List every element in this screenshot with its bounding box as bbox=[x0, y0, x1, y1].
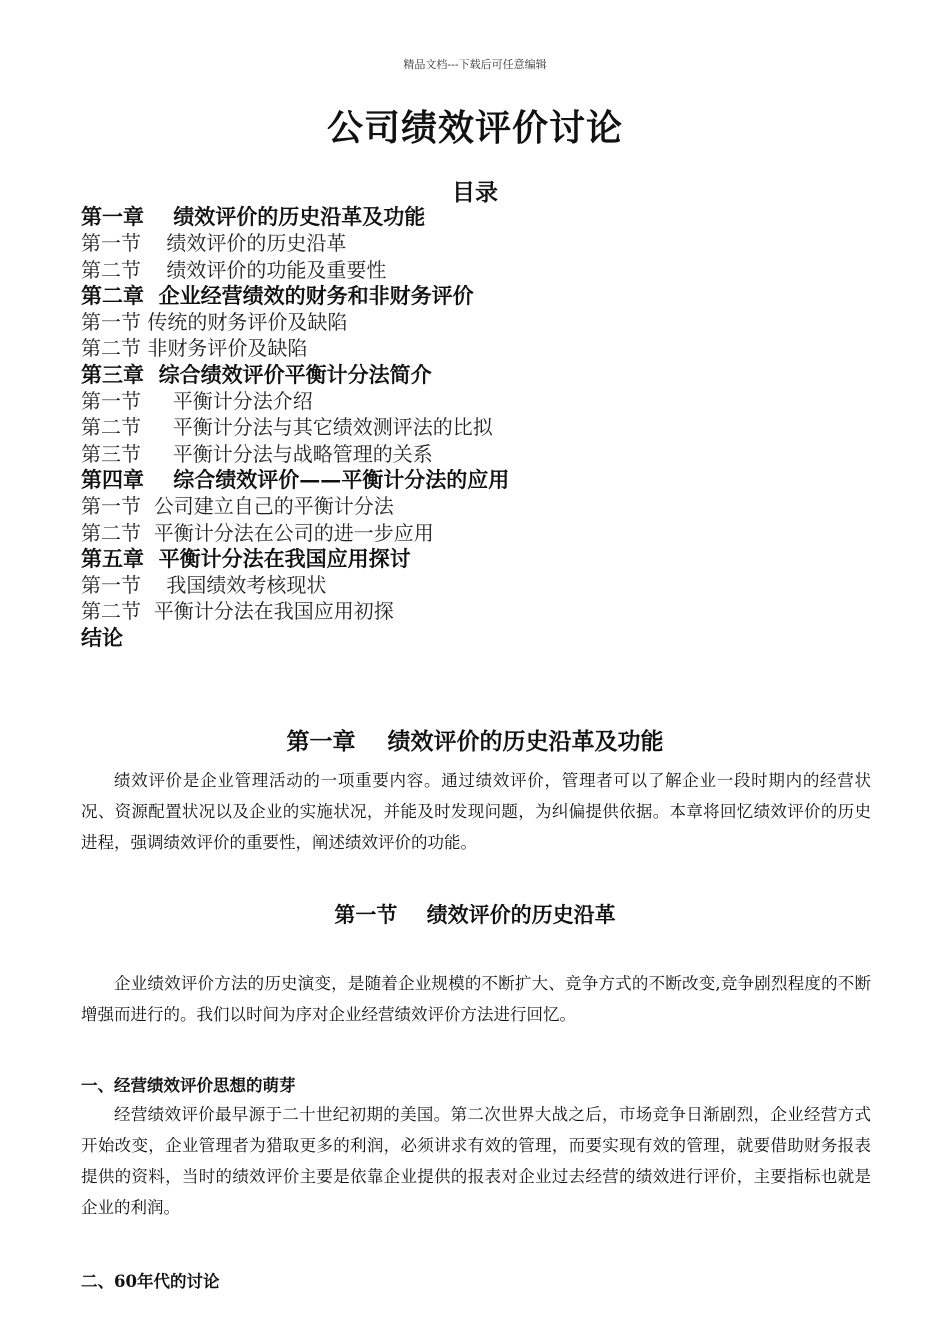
toc-section-entry: 第二节 非财务评价及缺陷 bbox=[81, 336, 308, 361]
page-header: 精品文档---下载后可任意编辑 bbox=[403, 58, 547, 71]
toc-chapter-entry: 第三章 综合绩效评价平衡计分法简介 bbox=[81, 361, 432, 387]
section-intro-paragraph: 企业绩效评价方法的历史演变，是随着企业规模的不断扩大、竞争方式的不断改变,竞争剧烈程度的不断增强而进行的。我们以时间为序对企业经营绩效评价方法进行回忆。 bbox=[81, 974, 871, 1024]
toc-section-entry: 第一节 平衡计分法介绍 bbox=[81, 389, 313, 414]
toc-section-entry: 第二节 平衡计分法在公司的进一步应用 bbox=[81, 520, 434, 545]
toc-section-entry: 第一节 传统的财务评价及缺陷 bbox=[81, 310, 348, 335]
toc-section-entry: 第三节 平衡计分法与战略管理的关系 bbox=[81, 441, 433, 466]
document-title: 公司绩效评价讨论 bbox=[326, 107, 623, 149]
toc-section-entry: 第二节 平衡计分法在我国应用初探 bbox=[81, 599, 394, 624]
table-of-contents bbox=[81, 204, 881, 651]
subsection-heading-1: 一、经营绩效评价思想的萌芽 bbox=[81, 1076, 296, 1095]
toc-section-entry: 第二节 平衡计分法与其它绩效测评法的比拟 bbox=[81, 415, 493, 440]
chapter-heading: 第一章 绩效评价的历史沿革及功能 bbox=[286, 728, 664, 755]
toc-chapter-entry: 第五章 平衡计分法在我国应用探讨 bbox=[81, 545, 411, 571]
section-heading: 第一节 绩效评价的历史沿革 bbox=[334, 902, 616, 927]
toc-chapter-entry: 第二章 企业经营绩效的财务和非财务评价 bbox=[81, 282, 474, 308]
toc-section-entry: 第一节 绩效评价的历史沿革 bbox=[81, 231, 347, 256]
toc-section-entry: 第一节 公司建立自己的平衡计分法 bbox=[81, 494, 394, 519]
toc-heading: 目录 bbox=[452, 179, 498, 206]
subsection-heading-2: 二、60年代的讨论 bbox=[81, 1272, 220, 1291]
toc-section-entry: 第二节 绩效评价的功能及重要性 bbox=[81, 257, 387, 282]
toc-chapter-entry: 第一章 绩效评价的历史沿革及功能 bbox=[81, 204, 426, 229]
toc-chapter-entry: 第四章 综合绩效评价——平衡计分法的应用 bbox=[81, 466, 510, 492]
toc-chapter-entry: 结论 bbox=[81, 624, 123, 650]
chapter-intro-paragraph: 绩效评价是企业管理活动的一项重要内容。通过绩效评价，管理者可以了解企业一段时期内的经营状况、资源配置状况以及企业的实施状况，并能及时发现问题，为纠偏提供依据。本章将回忆绩效评价的历史进程，强调绩效评价的重要性，阐述绩效评价的功能。 bbox=[81, 771, 871, 852]
subsection-paragraph-1: 经营绩效评价最早源于二十世纪初期的美国。第二次世界大战之后，市场竞争日渐剧烈，企业经营方式开始改变，企业管理者为猎取更多的利润，必须讲求有效的管理，而要实现有效的管理，就要借助财务报表提供的资料，当时的绩效评价主要是依靠企业提供的报表对企业过去经营的绩效进行评价，主要指标也就是企业的利润。 bbox=[81, 1105, 871, 1217]
toc-section-entry: 第一节 我国绩效考核现状 bbox=[81, 573, 327, 598]
